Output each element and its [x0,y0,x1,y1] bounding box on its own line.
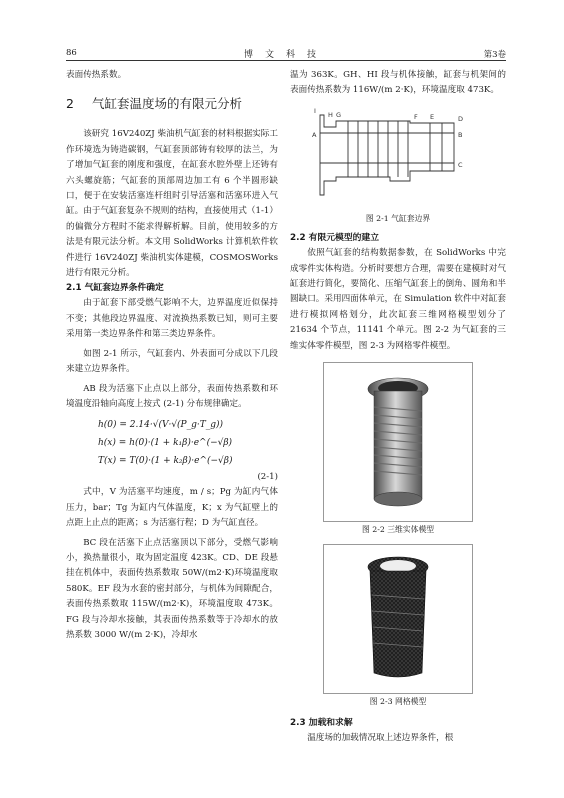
boundary-label: G [336,110,342,119]
paragraph: 温度场的加载情况取上述边界条件，根 [307,733,454,744]
boundary-label: I [314,106,316,115]
paragraph: BC 段在活塞下止点活塞顶以下部分，受燃气影响小，换热量很小，取为固定温度 423K。CD、DE 段悬挂在机体中，表面传热系数取 50W/(m2·K)环境温度取 580K。EF 段为水套的密封部分，与机体为间隙配合，表面传热系数取 115W/(m2·K)，环境温度取 473K。FG 段与冷却水接触，其表面传热系数等于冷却水的放热系数 3000 W/(m 2·K)，冷却水 [66,537,278,640]
paragraph: 依照气缸套的结构数据参数，在 SolidWorks 中完成零件实体构造。分析时要想方合理，需要在建模时对气缸套进行简化，要简化、压缩气缸套上的倒角、圆角和半圆缺口。采用四面体单元，在 Simulation 软件中对缸套进行模拟网格划分，此次缸套三维网格模型划分了 21634 个节点，11141 个单元。图 2-2 为气缸套的三维实体零件模型，图 2-3 为网格零件模型。 [290,248,506,351]
header-rule [66,60,506,61]
section-title: 气缸套温度场的有限元分析 [92,96,243,112]
section-heading [66,95,278,113]
mesh-model-image [323,544,473,694]
equation-tx: T(x) = T(0)·(1 + k₂β)·e^(−√β) [98,456,233,467]
figure-cylinder-boundary [290,103,506,225]
figure-solid-model [290,362,506,536]
subsection-heading: 2.1 气缸套边界条件确定 [66,283,164,294]
figure-caption: 图 2-2 三维实体模型 [361,525,435,535]
equation-hx: h(x) = h(0)·(1 + k₁β)·e^(−√β) [98,438,233,449]
figure-caption: 图 2-3 网格模型 [369,697,427,707]
boundary-label: F [414,112,418,121]
volume-label: 第3卷 [483,50,506,60]
boundary-label: B [458,130,463,139]
figure-mesh-model [290,544,506,708]
paragraph: 该研究 16V240ZJ 柴油机气缸套的材料根据实际工作环境选为铸造碳钢，气缸套顶部铸有较厚的法兰，为了增加气缸套的刚度和强度，在缸套水腔外壁上还铸有六头螺旋筋；气缸套的顶部周边加工有 6 个半圆形缺口，便于在安装活塞连杆组时引导活塞和活塞环进入气缸。由于气缸套复杂不规则的结构，直接使用式（1-1）的偏微分方程时不能求得解析解。目前，使用较多的方法是有限元法分析。本文用 SolidWorks 计算机软件软件进行 16V240ZJ 柴油机实体建模，COSMOSWorks 进行有限元分析。 [66,129,278,279]
figure-caption: 图 2-1 气缸套边界 [365,214,431,224]
paragraph: 由于缸套下部受燃气影响不大，边界温度近似保持不变；其他段边界温度、对流换热系数已知，则可主要采用第一类边界条件和第三类边界条件。 [66,298,278,340]
subsection-heading: 2.3 加载和求解 [290,718,353,729]
boundary-label: A [312,130,317,139]
left-column [66,68,278,643]
boundary-label: H [328,110,333,119]
paragraph: 如图 2-1 所示，气缸套内、外表面可分成以下几段来建立边界条件。 [66,348,278,375]
paragraph: 表面传热系数。 [66,70,127,80]
boundary-label: E [430,112,435,121]
paragraph: AB 段为活塞下止点以上部分，表面传热系数和环境温度沿轴向高度上按式 (2-1) 分布规律确定。 [66,383,278,409]
solid-model-image [323,362,473,522]
paragraph: 温为 363K。GH、HI 段与机体接触，缸套与机架间的表面传热系数为 116W/(m 2·K)，环境温度取 473K。 [290,70,506,96]
equation-number: (2-1) [257,472,278,483]
subsection-heading: 2.2 有限元模型的建立 [290,233,380,244]
boundary-label: C [458,160,463,169]
journal-title: 博文科技 [243,50,328,60]
section-number: 2 [66,96,74,112]
equation-h0: h(0) = 2.14·√(V·√(P_g·T_g)) [98,420,224,431]
cylinder-boundary-drawing [290,103,506,205]
boundary-label: D [458,114,464,123]
page-number: 86 [66,48,77,58]
equation-block [66,416,278,485]
right-column [290,68,506,746]
paragraph: 式中，V 为活塞平均速度，m / s；Pg 为缸内气体压力，bar；Tg 为缸内气体温度，K；x 为气缸壁上的点距上止点的距离；s 为活塞行程；D 为气缸直径。 [66,487,278,529]
